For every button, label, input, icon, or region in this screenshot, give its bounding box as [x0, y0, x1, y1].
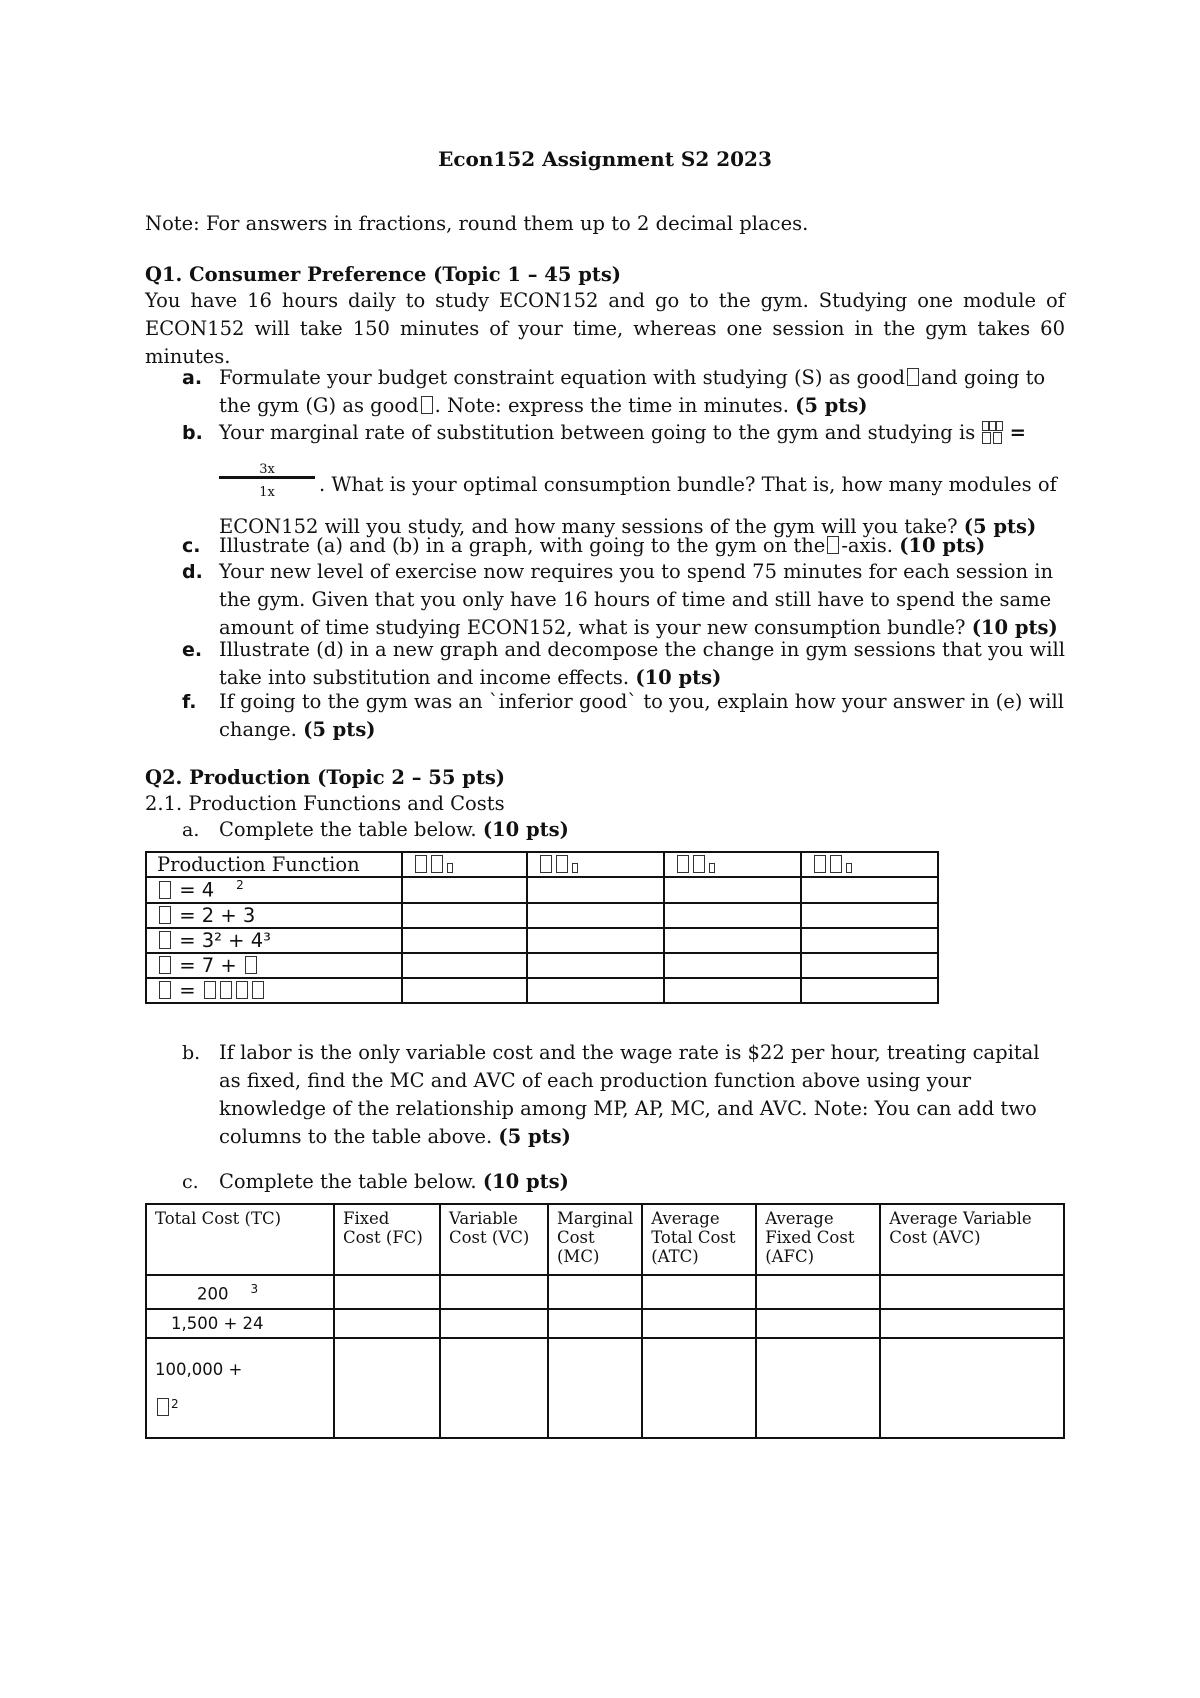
- answer-cell[interactable]: [880, 1309, 1064, 1338]
- answer-cell[interactable]: [801, 928, 938, 953]
- answer-cell[interactable]: [548, 1309, 642, 1338]
- item-marker: d.: [182, 561, 203, 583]
- item-marker: c.: [182, 1171, 199, 1193]
- table-header-cell: Average Total Cost (ATC): [642, 1204, 756, 1275]
- table-header-cell: Variable Cost (VC): [440, 1204, 548, 1275]
- total-cost-cell: 100,000 + $^2$: [146, 1338, 334, 1438]
- production-function-cell: = 7 +: [146, 953, 402, 978]
- answer-cell[interactable]: [548, 1338, 642, 1438]
- answer-cell[interactable]: [801, 877, 938, 903]
- answer-cell[interactable]: [756, 1338, 880, 1438]
- answer-cell[interactable]: [664, 877, 801, 903]
- table-header-cell: Fixed Cost (FC): [334, 1204, 440, 1275]
- answer-cell[interactable]: [402, 953, 526, 978]
- item-text: Formulate your budget constraint equation with studying (S) as good and going to the gym (G) as good . Note: express the time in minutes. (5 pts): [219, 366, 1046, 417]
- answer-cell[interactable]: [527, 903, 664, 928]
- table-header-cell: Average Fixed Cost (AFC): [756, 1204, 880, 1275]
- table-header-row: [146, 852, 938, 877]
- table-header-cell: [664, 852, 801, 877]
- answer-cell[interactable]: [527, 928, 664, 953]
- answer-cell[interactable]: [642, 1309, 756, 1338]
- total-cost-cell: 200 $^3$: [146, 1275, 334, 1309]
- answer-cell[interactable]: [440, 1275, 548, 1309]
- answer-cell[interactable]: [664, 953, 801, 978]
- rounding-note: Note: For answers in fractions, round them up to 2 decimal places.: [145, 212, 809, 235]
- answer-cell[interactable]: [334, 1275, 440, 1309]
- item-marker: e.: [182, 639, 203, 661]
- table-row: [146, 978, 938, 1003]
- item-text: Complete the table below. (10 pts): [219, 818, 569, 841]
- total-cost-cell: 1,500 + 24: [146, 1309, 334, 1338]
- table-header-row: [146, 1204, 1064, 1275]
- table-header-cell: Total Cost (TC): [146, 1204, 334, 1275]
- answer-cell[interactable]: [756, 1309, 880, 1338]
- answer-cell[interactable]: [664, 978, 801, 1003]
- answer-cell[interactable]: [801, 978, 938, 1003]
- answer-cell[interactable]: [801, 953, 938, 978]
- answer-cell[interactable]: [756, 1275, 880, 1309]
- item-marker: c.: [182, 535, 201, 557]
- mrs-fraction-icon: [981, 419, 1003, 445]
- answer-cell[interactable]: [664, 903, 801, 928]
- q1-heading: Q1. Consumer Preference (Topic 1 – 45 pts): [145, 263, 622, 286]
- q1-intro: You have 16 hours daily to study ECON152 and go to the gym. Studying one module of ECON152 will take 150 minutes of your time, whereas one session in the gym takes 60 minutes.: [145, 289, 1065, 368]
- answer-cell[interactable]: [402, 877, 526, 903]
- table-row: [146, 1309, 1064, 1338]
- answer-cell[interactable]: [527, 877, 664, 903]
- production-function-table: [145, 851, 939, 1004]
- answer-cell[interactable]: [334, 1309, 440, 1338]
- table-row: [146, 1275, 1064, 1309]
- math-symbol-icon: [907, 368, 919, 386]
- math-symbol-icon: [421, 396, 433, 414]
- item-text: If going to the gym was an `inferior good` to you, explain how your answer in (e) will change. (5 pts): [219, 690, 1065, 741]
- answer-cell[interactable]: [642, 1338, 756, 1438]
- item-text: Illustrate (d) in a new graph and decompose the change in gym sessions that you will take into substitution and income effects. (10 pts): [219, 638, 1065, 689]
- answer-cell[interactable]: [527, 953, 664, 978]
- answer-cell[interactable]: [801, 903, 938, 928]
- item-text-cont: . What is your optimal consumption bundle? That is, how many modules of ECON152 will you study, and how many sessions of the gym will you take? (5 pts): [219, 473, 1057, 538]
- q2-heading: Q2. Production (Topic 2 – 55 pts): [145, 766, 506, 789]
- item-text: Your new level of exercise now requires you to spend 75 minutes for each session in the gym. Given that you only have 16 hours of time and still have to spend the same amount of time studying ECON152, what is your new consumption bundle? (10 pts): [219, 560, 1058, 639]
- item-marker: f.: [182, 691, 197, 713]
- table-row: [146, 877, 938, 903]
- answer-cell[interactable]: [527, 978, 664, 1003]
- answer-cell[interactable]: [334, 1338, 440, 1438]
- answer-cell[interactable]: [440, 1309, 548, 1338]
- table-row: [146, 1338, 1064, 1438]
- item-text: Complete the table below. (10 pts): [219, 1170, 569, 1193]
- answer-cell[interactable]: [402, 928, 526, 953]
- item-marker: a.: [182, 367, 203, 389]
- answer-cell[interactable]: [548, 1275, 642, 1309]
- answer-cell[interactable]: [880, 1275, 1064, 1309]
- mrs-numerator: 3x: [259, 462, 275, 477]
- table-header-cell: [402, 852, 526, 877]
- math-symbol-icon: [827, 536, 839, 554]
- production-function-cell: = 4 $^2$: [146, 877, 402, 903]
- table-row: [146, 928, 938, 953]
- item-text: Illustrate (a) and (b) in a graph, with going to the gym on the -axis. (10 pts): [219, 534, 986, 557]
- answer-cell[interactable]: [880, 1338, 1064, 1438]
- table-header-cell: [527, 852, 664, 877]
- table-header-cell: Marginal Cost (MC): [548, 1204, 642, 1275]
- cost-table: [145, 1203, 1065, 1439]
- answer-cell[interactable]: [402, 903, 526, 928]
- answer-cell[interactable]: [664, 928, 801, 953]
- answer-cell[interactable]: [642, 1275, 756, 1309]
- table-row: [146, 953, 938, 978]
- item-text: If labor is the only variable cost and the wage rate is $22 per hour, treating capital as fixed, find the MC and AVC of each production function above using your knowledge of the relationship among MP, AP, MC, and AVC. Note: You can add two columns to the table above. (5 pts): [219, 1041, 1040, 1148]
- item-text: Your marginal rate of substitution between going to the gym and studying is =: [219, 421, 1026, 444]
- item-marker: a.: [182, 819, 200, 841]
- table-header-cell: Production Function: [146, 852, 402, 877]
- table-header-cell: [801, 852, 938, 877]
- production-function-cell: = 2 + 3: [146, 903, 402, 928]
- production-function-cell: = 3² + 4³: [146, 928, 402, 953]
- answer-cell[interactable]: [402, 978, 526, 1003]
- mrs-denominator: 1x: [259, 485, 275, 500]
- table-header-cell: Average Variable Cost (AVC): [880, 1204, 1064, 1275]
- q2-subheading: 2.1. Production Functions and Costs: [145, 792, 505, 815]
- answer-cell[interactable]: [440, 1338, 548, 1438]
- page-title: Econ152 Assignment S2 2023: [438, 147, 772, 171]
- q1-item-b: [145, 419, 1065, 538]
- item-marker: b.: [182, 1042, 201, 1064]
- production-function-cell: =: [146, 978, 402, 1003]
- item-marker: b.: [182, 422, 203, 444]
- table-row: [146, 903, 938, 928]
